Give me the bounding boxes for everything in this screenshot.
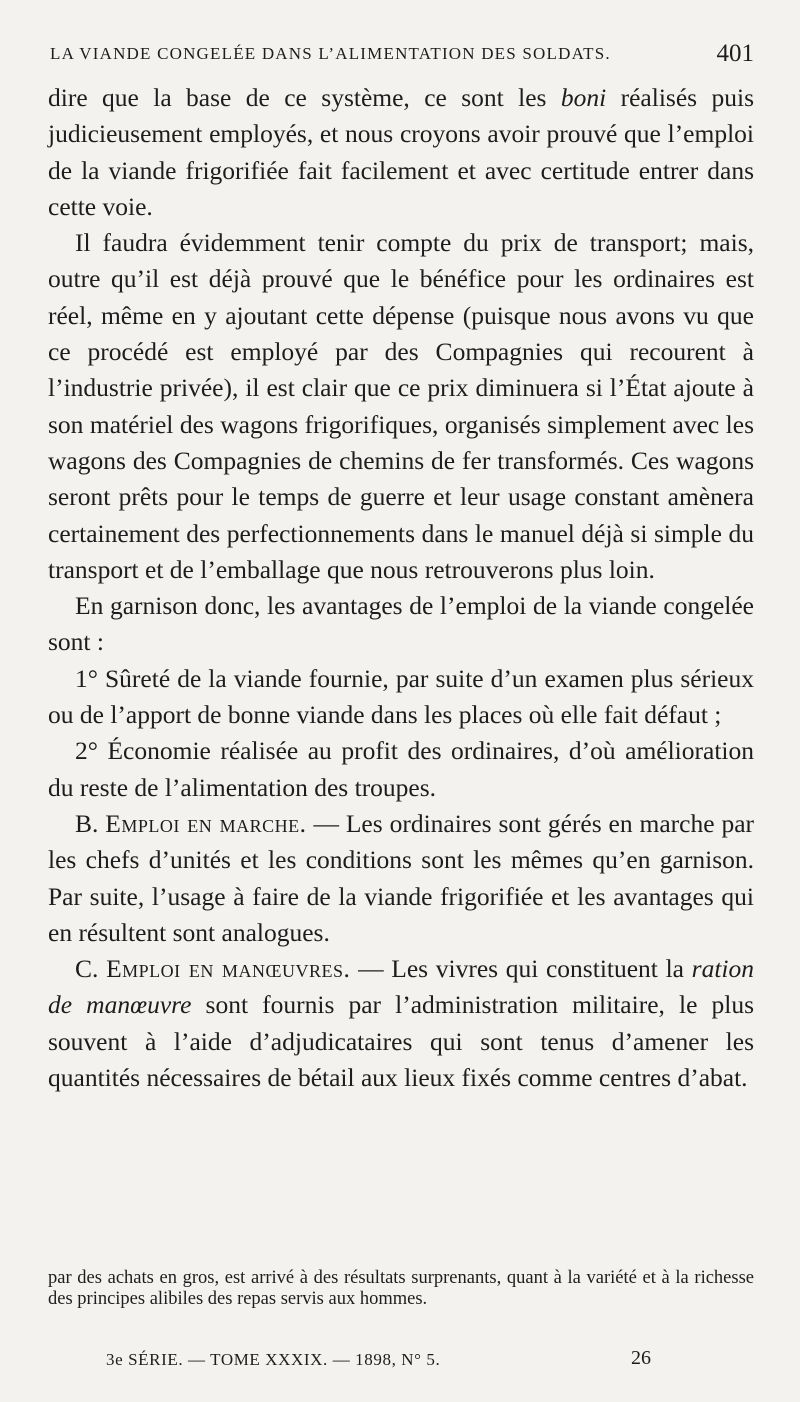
paragraph-1-end: réalisés puis judicieusement employés, et nous croyons avoir prouvé que l’emploi de la viande frigorifiée fait facilement et avec certitude entrer dans cette voie. [48, 83, 754, 221]
paragraph-1-start: dire que la base de ce système, ce sont les [48, 83, 561, 112]
paragraph-3: En garnison donc, les avantages de l’emploi de la viande congelée sont : [48, 591, 754, 657]
paragraph-5: 2° Économie réalisée au profit des ordinaires, d’où amélioration du reste de l’alimentation des troupes. [48, 736, 754, 802]
paragraph-6 [48, 806, 754, 951]
running-title: LA VIANDE CONGELÉE DANS L’ALIMENTATION DES SOLDATS. [50, 44, 611, 63]
paragraph-7-text-b: sont fournis par l’administration militaire, le plus souvent à l’aide d’adjudicataires qui sont tenus d’amener les quantités nécessaires de bétail aux lieux fixés comme centres d’abat. [48, 990, 754, 1093]
paragraph-1 [48, 80, 754, 225]
paragraph-2: Il faudra évidemment tenir compte du prix de transport; mais, outre qu’il est déjà prouvé que le bénéfice pour les ordinaires est réel, même en y ajoutant cette dépense (puisque nous avons vu que ce procédé est employé par des Compagnies qui recourent à l’industrie privée), il est clair que ce prix diminuera si l’État ajoute à son matériel des wagons frigorifiques, organisés simplement avec les wagons des Compagnies de chemins de fer transformés. Ces wagons seront prêts pour le temps de guerre et leur usage constant amènera certainement des perfectionnements dans le manuel déjà si simple du transport et de l’emballage que nous retrouverons plus loin. [48, 228, 754, 584]
paragraph-7 [48, 951, 754, 1096]
paragraph-6-text: — Les ordinaires sont gérés en marche par les chefs d’unités et les conditions sont les mêmes qu’en garnison. Par suite, l’usage à faire de la viande frigorifiée et les avantages qui en résultent sont analogues. [48, 808, 755, 947]
section-letter-b: B. [75, 808, 106, 838]
sheet-number: 26 [631, 1347, 651, 1369]
italic-boni: boni [560, 83, 607, 112]
section-heading-b: Emploi en marche. [105, 808, 307, 838]
signature-text: 3e SÉRIE. — TOME XXXIX. — 1898, N° 5. [106, 1350, 441, 1369]
paragraph-7-text-a: — Les vivres qui constituent la [350, 954, 692, 984]
section-heading-c: Emploi en manœuvres. [106, 954, 351, 984]
italic-ration: ration de manœuvre [48, 954, 754, 1020]
paragraph-4: 1° Sûreté de la viande fournie, par suite d’un examen plus sérieux ou de l’apport de bonne viande dans les places où elle fait défaut ; [48, 663, 754, 730]
footnote [48, 1268, 754, 1309]
page-number: 401 [716, 40, 754, 67]
section-letter-c: C. [75, 954, 107, 984]
body-text [48, 80, 754, 1096]
footnote-text: par des achats en gros, est arrivé à des résultats surprenants, quant à la variété et à la richesse des principes alibiles des repas servis aux hommes. [48, 1268, 754, 1309]
